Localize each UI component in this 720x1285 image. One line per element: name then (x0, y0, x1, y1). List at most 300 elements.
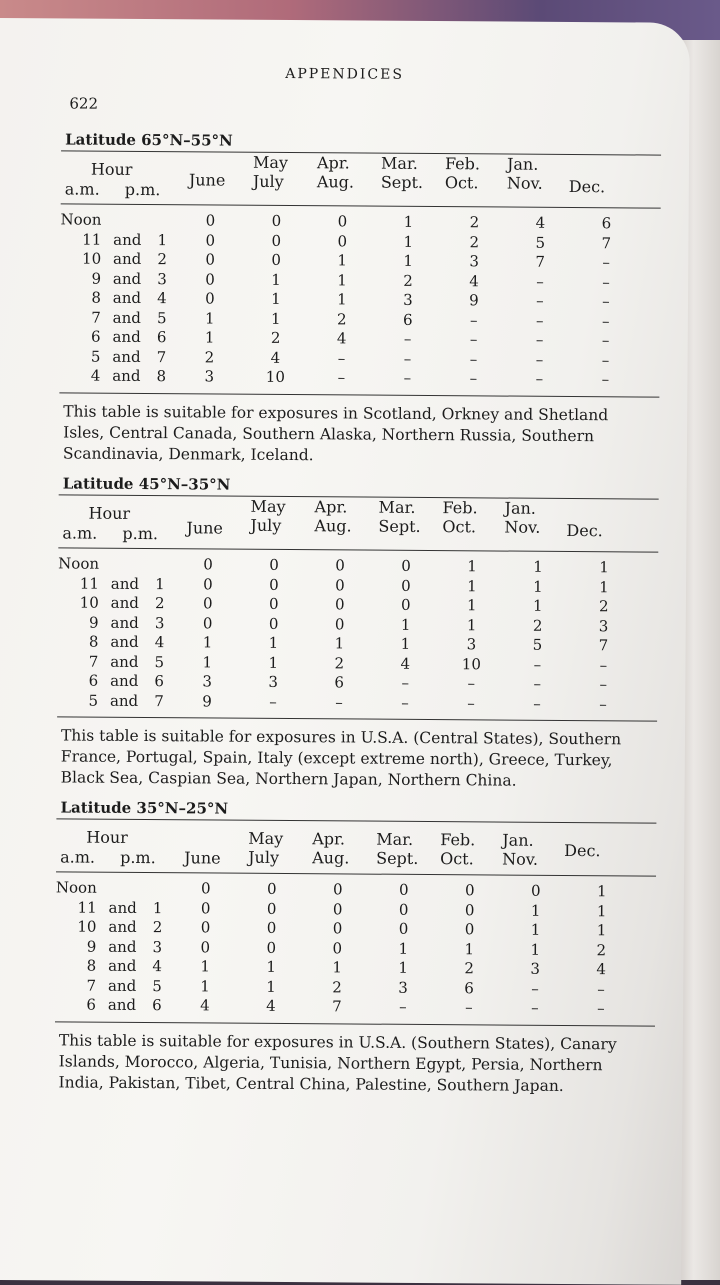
mar-sept-value: – (401, 674, 410, 693)
july-header: July (252, 171, 284, 191)
may-header: May (248, 828, 284, 848)
dec-value: 3 (598, 616, 609, 636)
and-word: and (107, 996, 137, 1015)
mar-sept-value: 0 (398, 881, 409, 900)
pm-hour (147, 211, 177, 231)
jan-nov-value: 1 (533, 557, 543, 577)
june-value: 0 (200, 918, 211, 937)
feb-oct-value: 2 (469, 233, 480, 252)
mar-sept-value: – (403, 349, 412, 368)
dec-value: 1 (599, 558, 609, 577)
jan-nov-value: – (535, 369, 544, 389)
am-label: a.m. (64, 179, 100, 199)
dec-value: 4 (596, 960, 607, 979)
sept-header: Sept. (378, 516, 421, 536)
feb-oct-value: 9 (469, 291, 479, 310)
apr-aug-value: 0 (335, 556, 345, 575)
apr-aug-value: 0 (337, 232, 348, 251)
may-july-value: 0 (271, 231, 282, 250)
am-hour: 8 (91, 288, 101, 307)
and-word: and (110, 633, 139, 652)
june-value: 0 (203, 555, 213, 574)
nov-header: Nov. (506, 173, 543, 193)
and-word: and (107, 976, 137, 995)
table-row (57, 691, 636, 715)
mar-sept-value: – (403, 369, 412, 388)
pm-hour: 1 (157, 230, 168, 249)
and-word: and (110, 574, 140, 593)
apr-aug-value: 2 (334, 654, 345, 673)
jan-nov-value: – (533, 694, 541, 713)
am-hour: 7 (88, 652, 99, 671)
feb-oct-value: 1 (464, 940, 475, 959)
am-hour: 5 (88, 691, 99, 710)
am-hour: 8 (88, 632, 99, 651)
table-note: This table is suitable for exposures in U.S.A. (Central States), Southern France, Portugal, Spain, Italy (except extreme north), Greece, Turkey, Black Sea, Caspian Sea, Northern Japan, Northern China. (60, 726, 622, 790)
feb-oct-value: 10 (461, 654, 481, 674)
pm-hour: 4 (157, 289, 167, 308)
mar-sept-value: 1 (400, 615, 411, 634)
exposure-table-1 (59, 130, 661, 468)
dec-value: – (597, 979, 605, 998)
feb-oct-value: – (469, 330, 478, 349)
am-hour: 6 (91, 327, 101, 346)
june-value: 0 (205, 211, 216, 230)
am-hour: Noon (55, 878, 97, 897)
feb-oct-value: 2 (464, 959, 475, 978)
table-header (58, 495, 658, 551)
am-hour: 8 (86, 956, 97, 975)
may-july-value: 1 (271, 270, 281, 289)
pm-hour: 5 (154, 652, 165, 671)
and-word: and (113, 250, 142, 269)
dec-value: 7 (598, 636, 609, 655)
may-july-value: 0 (266, 880, 277, 899)
jan-nov-value: – (533, 674, 542, 694)
data-table (55, 878, 635, 1019)
feb-oct-value: – (465, 998, 473, 1017)
am-hour: 10 (79, 593, 99, 612)
june-value: 1 (200, 977, 210, 996)
may-july-value: 4 (266, 997, 276, 1016)
june-value: 0 (202, 594, 213, 613)
and-word: and (112, 289, 142, 308)
dec-value: – (601, 350, 610, 370)
book-page (0, 18, 690, 1285)
pm-hour: 6 (154, 672, 165, 691)
jan-nov-value: 5 (532, 635, 543, 655)
mar-sept-value: 0 (398, 900, 409, 919)
data-table (57, 554, 637, 714)
and-word: and (110, 652, 139, 671)
june-value: 3 (202, 672, 213, 691)
feb-oct-value: 4 (469, 272, 479, 291)
jan-header: Jan. (502, 830, 534, 850)
feb-oct-value: 3 (466, 635, 477, 654)
and-word: and (110, 594, 139, 613)
pm-hour: 1 (155, 574, 165, 593)
table-row (59, 366, 638, 390)
pm-hour: 5 (156, 308, 167, 327)
table-title: Latitude 65°N–55°N (65, 130, 233, 150)
table-title: Latitude 35°N–25°N (60, 798, 229, 818)
may-july-value: 1 (266, 958, 277, 977)
pm-label: p.m. (120, 847, 156, 868)
may-july-value: 0 (269, 575, 279, 594)
may-july-value: 0 (266, 919, 277, 938)
nov-header: Nov. (504, 517, 541, 537)
feb-oct-value: 1 (467, 557, 477, 576)
feb-oct-value: 1 (466, 596, 477, 615)
dec-value: – (601, 311, 610, 331)
apr-aug-value: 1 (337, 251, 348, 270)
pm-hour: 7 (154, 691, 164, 710)
exposure-table-2 (57, 474, 659, 792)
dec-value: 7 (601, 233, 612, 253)
mar-sept-value: 0 (398, 920, 409, 939)
and-word: and (108, 957, 137, 976)
am-hour: 4 (90, 366, 101, 385)
feb-oct-value: 0 (464, 920, 475, 939)
dec-header: Dec. (566, 520, 603, 541)
june-value: 2 (204, 348, 215, 367)
mar-sept-value: 1 (398, 959, 409, 978)
apr-aug-value: 1 (334, 634, 345, 653)
feb-oct-value: 6 (464, 979, 474, 998)
may-july-value: 3 (268, 673, 279, 692)
and-word: and (113, 230, 142, 249)
and-word: and (110, 672, 139, 691)
am-hour: 11 (82, 230, 102, 249)
am-label: a.m. (60, 847, 96, 867)
feb-oct-value: – (469, 350, 478, 369)
jan-nov-value: 1 (533, 577, 543, 596)
jan-nov-value: – (533, 655, 542, 674)
june-header: June (188, 170, 226, 190)
apr-aug-value: 1 (337, 271, 347, 290)
sept-header: Sept. (376, 848, 419, 868)
may-july-value: 4 (270, 348, 281, 367)
pm-hour: 6 (152, 996, 162, 1015)
mar-sept-value: 0 (400, 596, 411, 615)
rule (55, 1021, 655, 1026)
jan-nov-value: – (531, 979, 539, 998)
dec-value: – (599, 675, 608, 694)
june-value: 1 (200, 957, 211, 976)
feb-oct-value: – (469, 369, 478, 388)
and-word: and (109, 691, 139, 710)
am-hour: Noon (60, 210, 102, 229)
jan-header: Jan. (506, 154, 539, 174)
pm-hour: 1 (152, 898, 163, 917)
june-value: 0 (205, 250, 216, 269)
table-header (61, 151, 661, 207)
apr-aug-value: 0 (335, 576, 345, 595)
july-header: July (250, 515, 282, 535)
aug-header: Aug. (316, 172, 355, 192)
hour-label: Hour (86, 827, 128, 847)
feb-oct-value: 1 (467, 577, 477, 596)
dec-value: 1 (596, 901, 607, 921)
dec-value: – (599, 694, 607, 714)
mar-header: Mar. (380, 153, 418, 173)
june-value: 9 (202, 692, 212, 711)
apr-aug-value: 2 (332, 978, 342, 997)
june-value: 0 (205, 289, 215, 308)
jan-nov-value: – (531, 998, 539, 1018)
feb-oct-value: – (469, 311, 478, 330)
table-note: This table is suitable for exposures in Scotland, Orkney and Shetland Isles, Central Canada, Southern Alaska, Northern Russia, Southern Scandinavia, Denmark, Iceland. (62, 401, 609, 464)
may-july-value: 1 (270, 309, 281, 328)
and-word: and (108, 937, 137, 956)
am-hour: 11 (77, 898, 97, 917)
may-july-value: 0 (269, 556, 279, 575)
dec-value: 2 (598, 597, 609, 616)
and-word (107, 211, 147, 231)
rule (57, 716, 657, 721)
jan-nov-value: 2 (532, 616, 543, 635)
may-header: May (250, 496, 286, 517)
june-value: 4 (200, 996, 210, 1015)
apr-header: Apr. (314, 497, 348, 517)
apr-aug-value: – (337, 368, 346, 387)
jan-nov-value: 1 (530, 940, 541, 959)
dec-value: – (602, 292, 610, 311)
jan-nov-value: – (535, 330, 544, 350)
june-value: 0 (200, 938, 211, 957)
jan-nov-value: 5 (535, 233, 546, 252)
pm-hour: 5 (152, 976, 162, 995)
mar-sept-value: 3 (403, 291, 413, 310)
pm-hour: 3 (154, 613, 165, 632)
mar-sept-value: – (401, 693, 409, 712)
and-word: and (112, 269, 142, 288)
mar-sept-value: – (399, 998, 407, 1017)
pm-hour: 2 (154, 594, 165, 613)
apr-aug-value: 0 (332, 880, 343, 899)
apr-aug-value: 7 (332, 997, 342, 1016)
apr-aug-value: 4 (336, 329, 347, 348)
mar-header: Mar. (378, 497, 416, 517)
jan-nov-value: 1 (530, 901, 541, 920)
rule (59, 392, 659, 397)
am-hour: 10 (77, 917, 97, 936)
may-july-value: 2 (270, 329, 281, 348)
jan-nov-value: – (535, 350, 544, 369)
jan-nov-value: – (536, 272, 544, 291)
feb-header: Feb. (444, 154, 481, 174)
may-july-value: 1 (268, 634, 279, 653)
apr-aug-value: 6 (334, 673, 345, 692)
pm-hour: 2 (157, 250, 168, 269)
mar-sept-value: 4 (400, 654, 411, 673)
aug-header: Aug. (314, 516, 352, 536)
am-hour: 10 (82, 249, 102, 268)
dec-value: – (602, 272, 610, 292)
am-hour: 9 (91, 269, 102, 288)
dec-value: 1 (599, 577, 609, 597)
dec-value: – (597, 999, 605, 1018)
table-header (56, 819, 656, 875)
pm-hour: 8 (156, 367, 167, 386)
dec-value: – (601, 370, 610, 389)
dec-header: Dec. (568, 176, 606, 197)
and-word: and (108, 898, 137, 917)
apr-aug-value: 1 (332, 958, 343, 977)
june-value: 3 (204, 367, 215, 386)
apr-aug-value: 1 (337, 290, 347, 309)
am-hour: 9 (86, 937, 97, 956)
apr-header: Apr. (312, 829, 346, 849)
sept-header: Sept. (380, 172, 424, 192)
june-value: 0 (202, 614, 213, 633)
am-hour: 6 (86, 995, 97, 1014)
jan-nov-value: 4 (535, 213, 546, 233)
dec-header: Dec. (564, 840, 601, 861)
feb-header: Feb. (442, 498, 478, 518)
aug-header: Aug. (312, 848, 350, 868)
dec-value: – (601, 331, 610, 350)
jan-nov-value: 3 (530, 959, 541, 979)
may-july-value: 0 (266, 899, 277, 918)
oct-header: Oct. (444, 173, 479, 193)
mar-sept-value: 1 (403, 252, 414, 271)
page-number: 622 (69, 94, 99, 113)
may-july-value: 1 (268, 653, 279, 672)
june-header: June (186, 518, 224, 538)
may-july-value: – (269, 692, 277, 711)
may-july-value: 1 (271, 290, 281, 309)
am-hour: 11 (79, 574, 99, 593)
am-hour: 7 (91, 308, 101, 327)
and-word: and (112, 347, 141, 366)
jan-nov-value: – (535, 311, 544, 330)
june-value: 1 (204, 309, 215, 328)
feb-oct-value: 1 (466, 616, 477, 635)
pm-hour: 4 (152, 957, 163, 976)
june-value: 0 (200, 879, 211, 898)
pm-label: p.m. (122, 523, 159, 544)
and-word: and (112, 367, 141, 386)
june-value: 0 (205, 270, 215, 289)
mar-sept-value: 1 (403, 213, 414, 232)
feb-oct-value: – (467, 694, 475, 713)
dec-value: – (599, 655, 608, 675)
jan-header: Jan. (504, 498, 537, 518)
hour-label: Hour (88, 503, 131, 523)
feb-oct-value: 0 (464, 901, 475, 920)
am-label: a.m. (62, 523, 98, 543)
and-word: and (112, 308, 141, 327)
and-word: and (108, 918, 137, 937)
running-head: APPENDICES (285, 65, 405, 83)
july-header: July (248, 847, 280, 867)
june-header: June (184, 848, 221, 868)
june-value: 0 (200, 899, 211, 918)
apr-aug-value: 0 (337, 212, 348, 231)
table-row (55, 995, 634, 1019)
jan-nov-value: 7 (535, 252, 545, 272)
apr-aug-value: 2 (336, 310, 347, 329)
apr-aug-value: 0 (334, 595, 345, 614)
hour-label: Hour (90, 159, 133, 179)
may-july-value: 0 (271, 251, 282, 270)
dec-value: 1 (596, 921, 607, 940)
am-hour: 6 (88, 671, 99, 690)
june-value: 0 (205, 231, 216, 250)
pm-hour: 2 (152, 918, 163, 937)
feb-oct-value: – (467, 674, 476, 693)
june-value: 1 (202, 633, 213, 652)
june-value: 0 (203, 575, 213, 594)
and-word: and (110, 613, 139, 632)
and-word (103, 879, 143, 899)
nov-header: Nov. (502, 849, 539, 869)
may-july-value: 0 (268, 614, 279, 633)
pm-label: p.m. (124, 179, 161, 200)
pm-hour (143, 879, 173, 899)
apr-aug-value: 0 (332, 919, 343, 938)
mar-sept-value: 2 (403, 271, 413, 290)
oct-header: Oct. (440, 849, 474, 869)
apr-aug-value: – (337, 349, 346, 368)
and-word: and (112, 328, 141, 347)
may-header: May (252, 152, 289, 173)
feb-oct-value: 2 (469, 213, 480, 232)
pm-hour: 3 (157, 269, 167, 288)
may-july-value: 0 (268, 595, 279, 614)
am-hour: Noon (58, 554, 100, 573)
dec-value: – (602, 253, 610, 272)
am-hour: 7 (86, 976, 97, 995)
apr-aug-value: – (335, 693, 343, 712)
mar-sept-value: 1 (400, 635, 411, 654)
jan-nov-value: 0 (530, 881, 541, 901)
jan-nov-value: 1 (530, 920, 541, 940)
exposure-table-3 (54, 798, 656, 1097)
mar-sept-value: 6 (402, 310, 413, 329)
pm-hour: 3 (152, 937, 163, 956)
table-title: Latitude 45°N–35°N (62, 474, 231, 494)
mar-sept-value: 1 (403, 232, 414, 251)
mar-sept-value: 1 (398, 939, 409, 958)
may-july-value: 10 (265, 368, 285, 387)
may-july-value: 0 (271, 212, 282, 231)
mar-sept-value: 3 (398, 978, 408, 997)
mar-sept-value: 0 (401, 557, 411, 576)
oct-header: Oct. (442, 517, 477, 537)
apr-aug-value: 0 (334, 615, 345, 634)
mar-header: Mar. (376, 829, 414, 849)
pm-hour: 7 (156, 347, 167, 366)
data-table (59, 210, 639, 390)
apr-aug-value: 0 (332, 900, 343, 919)
and-word (105, 555, 145, 575)
am-hour: 5 (90, 347, 101, 366)
jan-nov-value: 1 (532, 596, 543, 616)
may-july-value: 1 (266, 977, 276, 996)
table-note: This table is suitable for exposures in U.S.A. (Southern States), Canary Islands, Morocco, Algeria, Tunisia, Northern Egypt, Persia, Northern India, Pakistan, Tibet, Central China, Palestine, Southern Japan. (58, 1030, 617, 1095)
feb-oct-value: 0 (464, 881, 475, 900)
feb-header: Feb. (440, 830, 476, 850)
june-value: 1 (202, 653, 213, 672)
pm-hour (145, 555, 175, 575)
mar-sept-value: 0 (401, 576, 411, 595)
apr-aug-value: 0 (332, 939, 343, 958)
may-july-value: 0 (266, 938, 277, 957)
june-value: 1 (204, 328, 215, 347)
apr-header: Apr. (316, 153, 350, 173)
